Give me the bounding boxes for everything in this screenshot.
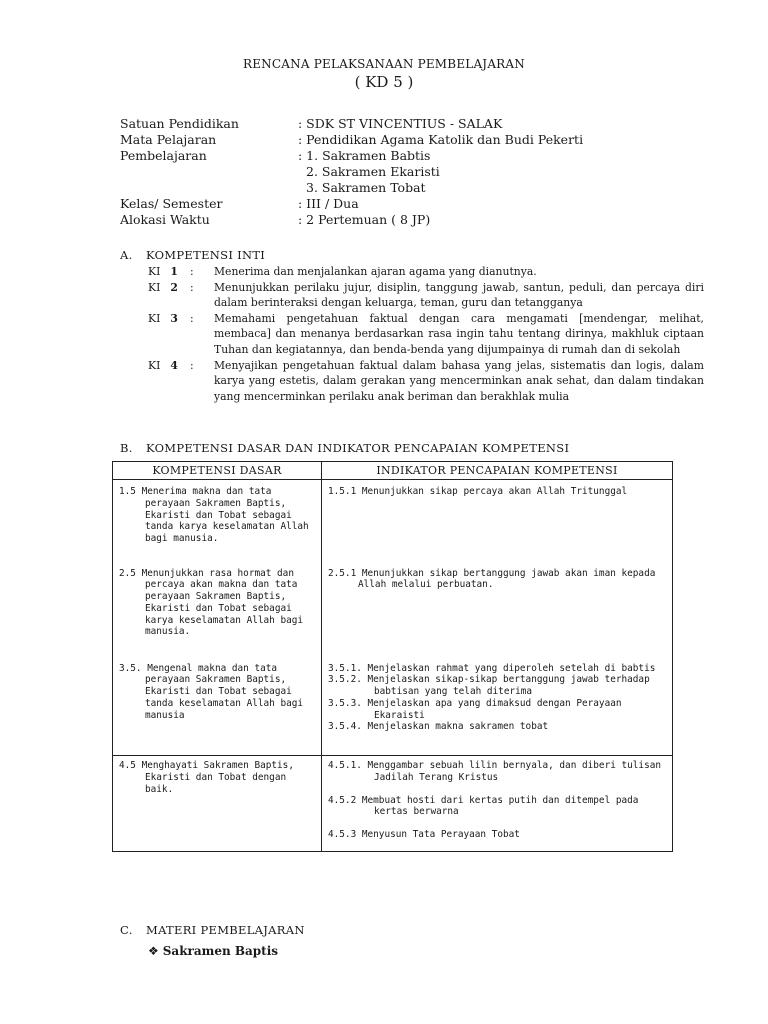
kd-cell xyxy=(113,756,322,852)
kompetensi-inti-list xyxy=(148,264,704,404)
table-row xyxy=(113,756,673,852)
meta-label: Pembelajaran xyxy=(120,148,207,163)
ipk-item: 4.5.1. Menggambar sebuah lilin bernyala, dan diberi tulisan Jadilah Terang Kristus xyxy=(328,760,662,783)
meta-value: : III / Dua xyxy=(298,196,359,211)
table-row xyxy=(113,564,673,659)
meta-row-kelas xyxy=(120,196,583,212)
ki-text: Menyajikan pengetahuan faktual dalam bahasa yang jelas, sistematis dan logis, dalam karya yang estetis, dalam gerakan yang mencerminkan anak sehat, dan dalam tindakan yang mencerminkan perilaku anak beriman dan berakhlak mulia xyxy=(214,358,704,403)
section-title: KOMPETENSI INTI xyxy=(146,248,266,262)
ipk-item: 2.5.1 Menunjukkan sikap bertanggung jawab akan iman kepada Allah melalui perbuatan. xyxy=(328,567,656,591)
ipk-cell xyxy=(322,480,673,564)
section-title: MATERI PEMBELAJARAN xyxy=(146,923,305,937)
ipk-item: 3.5.1. Menjelaskan rahmat yang diperoleh setelah di babtis xyxy=(328,662,656,674)
ipk-item: 3.5.3. Menjelaskan apa yang dimaksud dengan Perayaan Ekaraisti xyxy=(328,697,622,721)
materi-item-label: Sakramen Baptis xyxy=(162,944,279,958)
meta-row-satuan xyxy=(120,116,583,132)
ki-code: KI xyxy=(148,280,161,294)
ipk-cell xyxy=(322,564,673,659)
column-header-ipk: INDIKATOR PENCAPAIAN KOMPETENSI xyxy=(322,462,673,480)
materi-item xyxy=(148,944,278,958)
section-letter: B. xyxy=(120,441,133,455)
ki-colon: : xyxy=(190,265,194,278)
ki-code: KI xyxy=(148,311,161,325)
section-heading-c xyxy=(120,923,305,937)
kd-ipk-table xyxy=(112,461,673,852)
section-heading-a xyxy=(120,248,265,262)
list-item xyxy=(148,280,704,311)
ki-text: Menunjukkan perilaku jujur, disiplin, tanggung jawab, santun, peduli, dan percaya diri dalam berinteraksi dengan keluarga, teman, guru dan tetangganya xyxy=(214,280,704,310)
kd-text: 1.5 Menerima makna dan tata perayaan Sakramen Baptis, Ekaristi dan Tobat sebagai tanda karya keselamatan Allah bagi manusia. xyxy=(119,486,309,545)
kd-text: 4.5 Menghayati Sakramen Baptis, Ekaristi dan Tobat dengan baik. xyxy=(119,760,294,795)
diamond-bullet-icon: ❖ xyxy=(148,944,159,958)
section-title: KOMPETENSI DASAR DAN INDIKATOR PENCAPAIAN KOMPETENSI xyxy=(146,441,570,455)
meta-value: 2. Sakramen Ekaristi xyxy=(306,164,440,179)
list-item xyxy=(148,311,704,358)
ki-number: 4 xyxy=(170,358,178,372)
meta-row-pembelajaran xyxy=(120,148,583,164)
meta-value: : Pendidikan Agama Katolik dan Budi Pekerti xyxy=(298,132,584,147)
column-header-kd: KOMPETENSI DASAR xyxy=(113,462,322,480)
identity-block xyxy=(120,116,583,228)
section-heading-b xyxy=(120,441,569,455)
meta-row-pembelajaran-3 xyxy=(120,180,583,196)
meta-label: Alokasi Waktu xyxy=(120,212,210,227)
kd-cell xyxy=(113,659,322,756)
meta-label: Mata Pelajaran xyxy=(120,132,217,147)
kd-text: 3.5. Mengenal makna dan tata perayaan Sakramen Baptis, Ekaristi dan Tobat sebagai tanda keselamatan Allah bagi manusia xyxy=(119,662,304,721)
list-item xyxy=(148,264,704,280)
ipk-cell xyxy=(322,756,673,852)
ipk-item: 3.5.2. Menjelaskan sikap-sikap bertanggung jawab terhadap babtisan yang telah diterima xyxy=(328,674,650,698)
meta-label: Kelas/ Semester xyxy=(120,196,223,211)
section-letter: C. xyxy=(120,923,133,937)
meta-value: : SDK ST VINCENTIUS - SALAK xyxy=(298,116,503,131)
ki-text: Memahami pengetahuan faktual dengan cara mengamati [mendengar, melihat, membaca] dan menanya berdasarkan rasa ingin tahu tentang dirinya, makhluk ciptaan Tuhan dan kegiatannya, dan benda-benda yang dijumpainya di rumah dan di sekolah xyxy=(214,311,704,356)
kd-text: 2.5 Menunjukkan rasa hormat dan percaya akan makna dan tata perayaan Sakramen Baptis, Ekaristi dan Tobat sebagai karya keselamatan Allah bagi manusia. xyxy=(119,567,304,638)
ki-number: 3 xyxy=(170,311,178,325)
ki-colon: : xyxy=(190,358,194,372)
ki-number: 1 xyxy=(170,265,178,278)
meta-row-pembelajaran-2 xyxy=(120,164,583,180)
table-row xyxy=(113,659,673,756)
ipk-item: 4.5.2 Membuat hosti dari kertas putih dan ditempel pada kertas berwarna xyxy=(328,794,639,818)
table-row xyxy=(113,480,673,564)
ki-text: Menerima dan menjalankan ajaran agama yang dianutnya. xyxy=(214,265,537,278)
meta-row-mapel xyxy=(120,132,583,148)
section-letter: A. xyxy=(120,248,133,262)
ki-colon: : xyxy=(190,311,194,325)
document-title: RENCANA PELAKSANAAN PEMBELAJARAN xyxy=(242,57,525,71)
ipk-item: 4.5.3 Menyusun Tata Perayaan Tobat xyxy=(328,829,520,841)
meta-label: Satuan Pendidikan xyxy=(120,116,239,131)
kd-cell xyxy=(113,564,322,659)
kd-cell xyxy=(113,480,322,564)
ki-colon: : xyxy=(190,280,194,294)
ki-code: KI xyxy=(148,265,161,278)
meta-row-alokasi xyxy=(120,212,583,228)
meta-value: : 2 Pertemuan ( 8 JP) xyxy=(298,212,431,227)
list-item xyxy=(148,358,704,405)
ki-number: 2 xyxy=(170,280,178,294)
document-subtitle: ( KD 5 ) xyxy=(354,73,414,91)
ipk-item: 3.5.4. Menjelaskan makna sakramen tobat xyxy=(328,721,549,733)
table-header-row xyxy=(113,462,673,480)
meta-value: 3. Sakramen Tobat xyxy=(306,180,426,195)
ipk-cell xyxy=(322,659,673,756)
ipk-item: 1.5.1 Menunjukkan sikap percaya akan Allah Tritunggal xyxy=(328,486,628,497)
meta-value: : 1. Sakramen Babtis xyxy=(298,148,431,163)
ki-code: KI xyxy=(148,358,161,372)
